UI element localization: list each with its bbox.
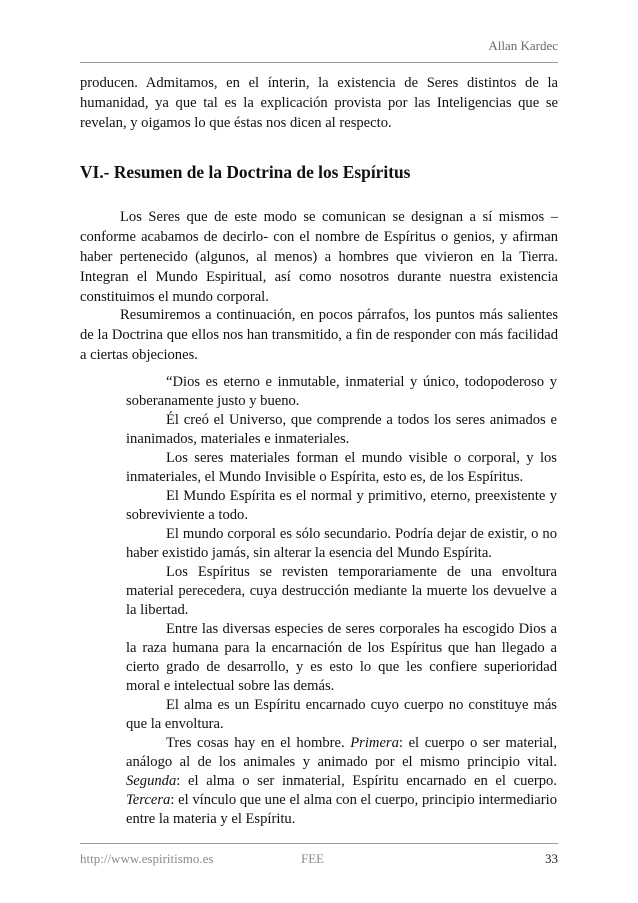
body-paragraph-1: Los Seres que de este modo se comunican se designan a sí mismos – conforme acabamos de decirlo- con el nombre de Espíritus o genios, y afirman haber pertenecido (algunos, al menos) a hombres que vivieron en la Tierra. Integran el Mundo Espiritual, así como nosotros durante nuestra existencia constituimos el mundo corporal. <box>80 209 558 305</box>
quote-paragraph-2: Él creó el Universo, que comprende a todos los seres animados e inanimados, materiales e inmateriales. <box>126 412 557 447</box>
emphasis-tercera: Tercera <box>126 792 171 808</box>
quote-paragraph-7: Entre las diversas especies de seres corporales ha escogido Dios a la raza humana para la encarnación de los Espíritus que han llegado a cierto grado de desarrollo, y es esto lo que les confiere superioridad moral e intelectual sobre las demás. <box>126 621 557 694</box>
header-divider <box>80 62 558 63</box>
quote-text: : el alma o ser inmaterial, Espíritu encarnado en el cuerpo. <box>176 773 557 789</box>
quote-paragraph-1: “Dios es eterno e inmutable, inmaterial y único, todopoderoso y soberanamente justo y bueno. <box>126 374 557 409</box>
footer-url: http://www.espiritismo.es <box>80 851 214 866</box>
quote-text: Tres cosas hay en el hombre. <box>166 735 351 751</box>
quote-paragraph-8: El alma es un Espíritu encarnado cuyo cuerpo no constituye más que la envoltura. <box>126 697 557 732</box>
quote-text: : el vínculo que une el alma con el cuerpo, principio intermediario entre la materia y el Espíritu. <box>126 792 557 827</box>
header-author: Allan Kardec <box>488 38 558 53</box>
quote-paragraph-5: El mundo corporal es sólo secundario. Podría dejar de existir, o no haber existido jamás, sin alterar la esencia del Mundo Espírita. <box>126 526 557 561</box>
quote-text: : el cuerpo o ser material, análogo al de los animales y animado por el mismo principio vital. <box>126 735 557 770</box>
emphasis-primera: Primera <box>350 735 399 751</box>
body-paragraph-2: Resumiremos a continuación, en pocos párrafos, los puntos más salientes de la Doctrina que ellos nos han transmitido, a fin de responder con más facilidad a ciertas objeciones. <box>80 307 558 363</box>
quote-paragraph-9 <box>126 734 557 829</box>
page-number: 33 <box>545 851 558 866</box>
section-heading: VI.- Resumen de la Doctrina de los Espíritus <box>80 162 411 182</box>
footer-divider <box>80 843 558 844</box>
emphasis-segunda: Segunda <box>126 773 177 789</box>
quote-paragraph-6: Los Espíritus se revisten temporariamente de una envoltura material perecedera, cuya destrucción mediante la muerte los devuelve a la libertad. <box>126 564 557 618</box>
footer-center-label: FEE <box>301 851 325 866</box>
quote-paragraph-4: El Mundo Espírita es el normal y primitivo, eterno, preexistente y sobreviviente a todo. <box>126 488 557 523</box>
intro-paragraph: producen. Admitamos, en el ínterin, la existencia de Seres distintos de la humanidad, ya que tal es la explicación provista por las Inteligencias que se revelan, y oigamos lo que éstas nos dicen al respecto. <box>80 75 558 131</box>
quote-paragraph-3: Los seres materiales forman el mundo visible o corporal, y los inmateriales, el Mundo Invisible o Espírita, esto es, de los Espíritus. <box>126 450 557 485</box>
doctrine-quote-block <box>126 373 557 829</box>
